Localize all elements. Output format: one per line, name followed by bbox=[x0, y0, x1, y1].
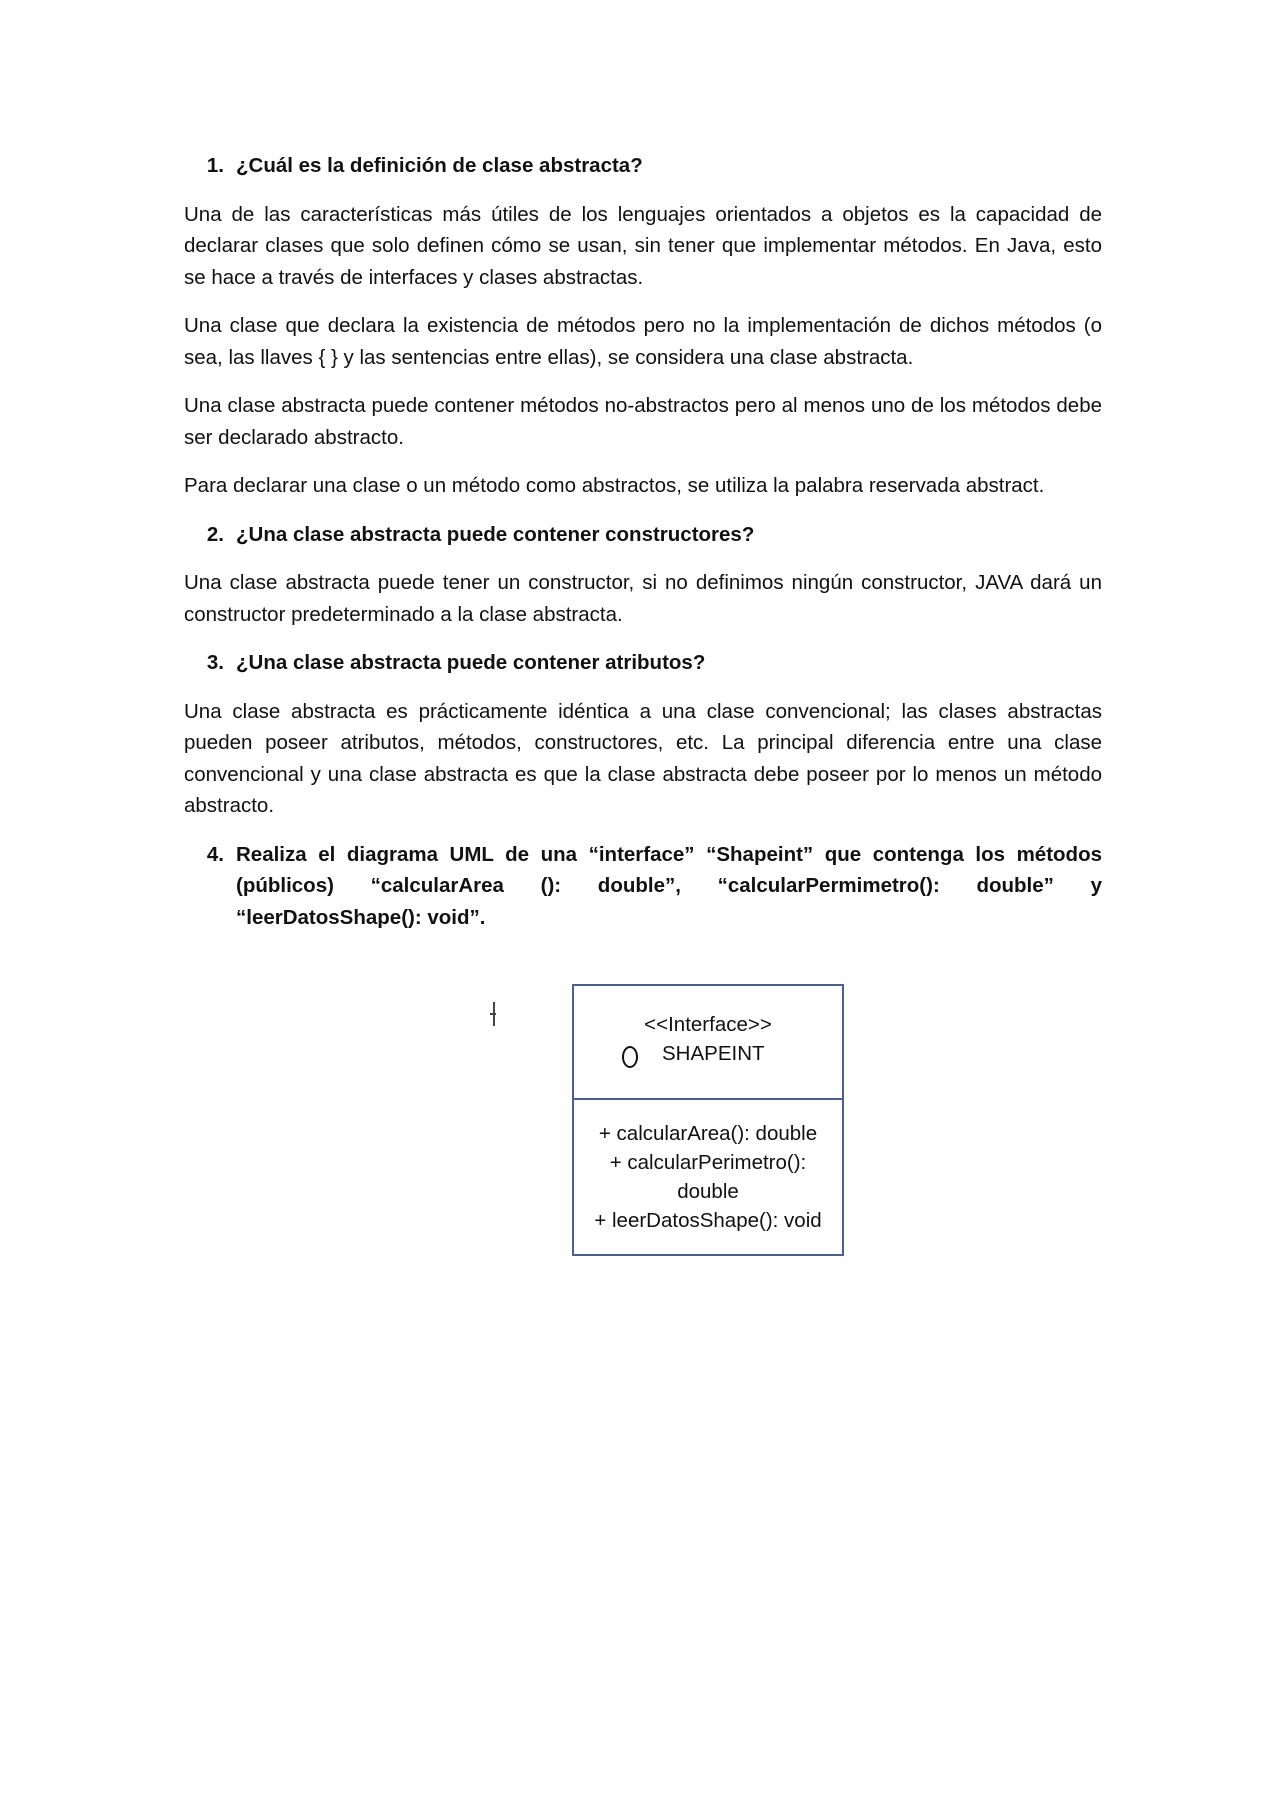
paragraph: Una clase que declara la existencia de métodos pero no la implementación de dichos métodos (o sea, las llaves { } y las sentencias entre ellas), se considera una clase abstracta. bbox=[184, 314, 1102, 369]
paragraph: Para declarar una clase o un método como abstractos, se utiliza la palabra reservada abstract. bbox=[184, 474, 1045, 497]
question-2-heading bbox=[184, 519, 1102, 551]
question-text: Realiza el diagrama UML de una “interface” “Shapeint” que contenga los métodos (públicos) “calcularArea (): double”, “calcularPermimetro(): double” y “leerDatosShape(): void”. bbox=[236, 842, 1102, 929]
paragraph: Una clase abstracta puede contener métodos no-abstractos pero al menos uno de los métodos debe ser declarado abstracto. bbox=[184, 394, 1102, 449]
question-text: ¿Cuál es la definición de clase abstracta? bbox=[236, 154, 643, 177]
question-text: ¿Una clase abstracta puede contener constructores? bbox=[236, 522, 755, 546]
uml-header bbox=[574, 986, 842, 1100]
text-cursor-icon bbox=[493, 1002, 495, 1026]
question-1-heading bbox=[184, 150, 1102, 182]
question-3-heading bbox=[184, 647, 1102, 679]
uml-method: + calcularPerimetro(): bbox=[609, 1151, 807, 1174]
uml-method: + calcularArea(): double bbox=[598, 1122, 818, 1145]
uml-class-name: SHAPEINT bbox=[662, 1042, 765, 1065]
question-number: 1. bbox=[206, 154, 224, 177]
question-text: ¿Una clase abstracta puede contener atributos? bbox=[236, 651, 706, 674]
uml-interface-diagram bbox=[572, 984, 844, 1256]
paragraph: Una de las características más útiles de los lenguajes orientados a objetos es la capacidad de declarar clases que solo definen cómo se usan, sin tener que implementar métodos. En Java, esto se hace a través de interfaces y clases abstractas. bbox=[184, 202, 1102, 289]
uml-method: double bbox=[677, 1180, 739, 1203]
question-number: 3. bbox=[206, 651, 224, 674]
uml-method: + leerDatosShape(): void bbox=[594, 1209, 822, 1232]
paragraph: Una clase abstracta puede tener un constructor, si no definimos ningún constructor, JAVA dará un constructor predeterminado a la clase abstracta. bbox=[184, 571, 1102, 626]
question-4-heading bbox=[184, 839, 1102, 934]
question-number: 2. bbox=[206, 522, 224, 546]
interface-circle-icon bbox=[622, 1046, 638, 1068]
document-page bbox=[184, 150, 1102, 950]
uml-stereotype: <<Interface>> bbox=[644, 1013, 772, 1036]
paragraph: Una clase abstracta es prácticamente idéntica a una clase convencional; las clases abstractas pueden poseer atributos, métodos, constructores, etc. La principal diferencia entre una clase convencional y una clase abstracta es que la clase abstracta debe poseer por lo menos un método abstracto. bbox=[184, 699, 1102, 817]
uml-methods bbox=[574, 1100, 842, 1235]
question-number: 4. bbox=[206, 842, 224, 866]
